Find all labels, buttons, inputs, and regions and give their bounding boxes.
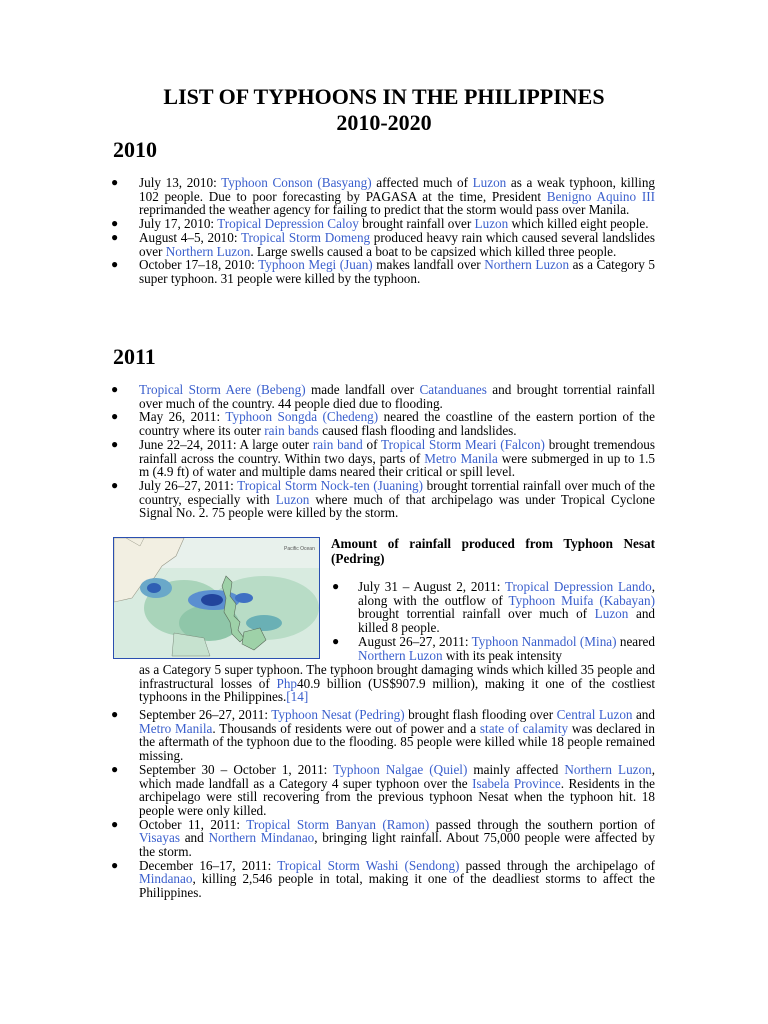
item-text: produced heavy rain which caused several landslides over (139, 229, 655, 259)
wiki-link[interactable]: Metro Manila (139, 720, 213, 736)
item-text: October 17–18, 2010: (139, 257, 259, 273)
item-text: brought tremendous rainfall across the country. Within two days, parts of (139, 436, 656, 466)
figure-caption: Amount of rainfall produced from Typhoon Nesat (Pedring) (331, 536, 655, 566)
wiki-link[interactable]: Php (276, 675, 298, 691)
wiki-link[interactable]: Typhoon Nanmadol (Mina) (471, 633, 617, 649)
item-text: as a Category 5 super typhoon. 31 people were killed by the typhoon. (139, 257, 655, 286)
typhoon-list-item (0, 176, 768, 217)
item-text: , killing 2,546 people in total, making it one of the deadliest storms to affect the Philippines. (139, 871, 655, 901)
list-2011 (0, 383, 768, 520)
wiki-link[interactable]: Central Luzon (556, 707, 633, 722)
item-text: , which made landfall as a Category 4 super typhoon over the (139, 761, 655, 791)
typhoon-list-item (0, 438, 768, 479)
map-ocean-label: Pacific Ocean (284, 546, 315, 552)
item-text: made landfall over (305, 382, 420, 397)
wiki-link[interactable]: Tropical Storm Domeng (240, 229, 371, 245)
wiki-link[interactable]: Typhoon Muifa (Kabayan) (508, 592, 655, 608)
document-subtitle: 2010-2020 (336, 110, 432, 135)
wiki-link[interactable]: Luzon (474, 216, 509, 232)
item-text: neared the coastline of the eastern portion of the country where its outer (139, 409, 656, 439)
year-heading-2011: 2011 (113, 344, 156, 369)
item-text: where much of that archipelago was under Tropical Cyclone Signal No. 2. 75 people were killed by the storm. (139, 491, 655, 521)
wiki-link[interactable]: Typhoon Nalgae (Quiel) (333, 761, 468, 777)
typhoon-list-item (0, 231, 768, 258)
item-text: brought torrential rainfall over much of (358, 606, 595, 622)
typhoon-list-item (0, 479, 768, 520)
item-text: and (632, 707, 655, 722)
item-text: September 30 – October 1, 2011: (139, 761, 334, 777)
wiki-link[interactable]: Visayas (139, 830, 180, 846)
item-text: brought flash flooding over (404, 707, 557, 722)
item-text: caused flash flooding and landslides. (318, 423, 517, 439)
wiki-link[interactable]: Northern Luzon (358, 647, 443, 663)
item-text: passed through the archipelago of (459, 857, 655, 873)
item-text: and (179, 830, 209, 846)
item-text: July 31 – August 2, 2011: (358, 579, 505, 594)
wiki-link[interactable]: rain bands (264, 423, 319, 439)
typhoon-list-item (0, 410, 768, 437)
item-text: August 4–5, 2010: (139, 229, 241, 245)
wiki-link[interactable]: Northern Luzon (484, 257, 570, 273)
document-title: LIST OF TYPHOONS IN THE PHILIPPINES (163, 84, 605, 109)
item-text: July 13, 2010: (139, 175, 222, 190)
item-text: May 26, 2011: (139, 409, 226, 425)
typhoon-list-item (0, 763, 768, 818)
wiki-link[interactable]: Tropical Storm Aere (Bebeng) (139, 382, 306, 397)
typhoon-list-item (0, 217, 768, 231)
wiki-link[interactable]: Typhoon Songda (Chedeng) (225, 409, 379, 425)
item-text: August 26–27, 2011: (358, 633, 472, 649)
wiki-link[interactable]: Tropical Depression Lando (504, 579, 652, 594)
typhoon-list-item (0, 859, 768, 900)
list-2010 (0, 176, 768, 286)
wiki-link[interactable]: Northern Luzon (165, 243, 251, 259)
item-text: , bringing light rainfall. About 75,000 people were affected by the storm. (139, 830, 656, 860)
item-text: July 17, 2010: (139, 216, 218, 232)
item-text: neared (616, 633, 655, 649)
wiki-link[interactable]: Tropical Storm Nock-ten (Juaning) (237, 477, 424, 493)
item-text: . Residents in the archipelago were still recovering from the previous typhoon Nesat when the typhoon hit. 18 people were only killed. (139, 775, 656, 818)
item-text: . Thousands of residents were out of power and a (212, 720, 480, 736)
item-text: June 22–24, 2011: A large outer (139, 436, 313, 452)
typhoon-list-item (0, 818, 768, 859)
wiki-link[interactable]: Tropical Storm Washi (Sendong) (277, 857, 460, 873)
typhoon-list-item (0, 708, 768, 763)
wiki-link[interactable]: state of calamity (479, 720, 569, 736)
wiki-link[interactable]: Northern Luzon (564, 761, 652, 777)
wiki-link[interactable]: Tropical Storm Meari (Falcon) (381, 436, 545, 452)
item-text: affected much of (371, 175, 473, 190)
wiki-link[interactable]: Luzon (472, 175, 507, 190)
item-text: July 26–27, 2011: (139, 477, 238, 493)
item-text: which killed eight people. (508, 216, 649, 232)
wiki-link[interactable]: Tropical Storm Banyan (Ramon) (246, 816, 430, 832)
item-text: October 11, 2011: (139, 816, 247, 832)
wiki-link[interactable]: Luzon (275, 491, 310, 507)
item-text: as a Category 5 super typhoon. The typhoon brought damaging winds which killed 35 people and infrastructural losses of (139, 662, 655, 691)
year-heading-2010: 2010 (113, 137, 157, 162)
item-text: and killed 8 people. (358, 606, 656, 636)
item-text: and brought torrential rainfall over much of the country. 44 people died due to flooding. (139, 382, 655, 411)
wiki-link[interactable]: Luzon (594, 606, 629, 622)
wiki-link[interactable]: rain band (312, 436, 363, 452)
typhoon-list-item (0, 635, 768, 662)
item-text: of (362, 436, 382, 452)
item-text: was declared in the aftermath of the typhoon due to the flooding. 85 people were killed while 18 people remained missing. (139, 720, 655, 764)
item-text: brought torrential rainfall over much of the country, especially with (139, 477, 655, 507)
list-2011-wrapped (0, 580, 768, 662)
item-text: as a weak typhoon, killing 102 people. Due to poor forecasting by PAGASA at the time, President (139, 175, 656, 204)
item-text: , along with the outflow of (358, 579, 655, 608)
typhoon-list-item (0, 258, 768, 285)
item-text: passed through the southern portion of (429, 816, 655, 832)
item-text: reprimanded the weather agency for failing to predict that the storm would pass over Manila. (139, 202, 630, 218)
item-text: . Large swells caused a boat to be capsized which killed three people. (250, 243, 617, 259)
wiki-link[interactable]: Northern Mindanao (208, 830, 315, 846)
item-text: September 26–27, 2011: (139, 707, 272, 722)
wiki-link[interactable]: Benigno Aquino III (546, 188, 655, 204)
item-text: mainly affected (467, 761, 565, 777)
wiki-link[interactable]: Catanduanes (419, 382, 487, 397)
item-text: were submerged in up to 1.5 m (4.9 ft) of water and multiple dams neared their critical or spill level. (139, 450, 655, 480)
item-text: 40.9 billion (US$907.9 million), making it one of the costliest typhoons in the Philippines. (139, 675, 656, 705)
nanmadol-continuation (139, 663, 655, 704)
list-2011-continued (0, 708, 768, 900)
wiki-link[interactable]: Typhoon Conson (Basyang) (221, 175, 372, 190)
wiki-link[interactable]: Metro Manila (424, 450, 498, 466)
wiki-link[interactable]: Isabela Province (472, 775, 561, 791)
wiki-link[interactable]: Typhoon Megi (Juan) (258, 257, 373, 273)
item-text: makes landfall over (372, 257, 485, 273)
wiki-link[interactable]: Typhoon Nesat (Pedring) (271, 707, 405, 722)
item-text: December 16–17, 2011: (139, 857, 278, 873)
typhoon-list-item (0, 383, 768, 410)
item-text: brought rainfall over (358, 216, 475, 232)
wiki-link[interactable]: Mindanao (139, 871, 193, 887)
typhoon-list-item (0, 580, 768, 635)
item-text: with its peak intensity (442, 647, 563, 663)
wiki-link[interactable]: [14] (286, 689, 309, 705)
wiki-link[interactable]: Tropical Depression Caloy (217, 216, 359, 232)
